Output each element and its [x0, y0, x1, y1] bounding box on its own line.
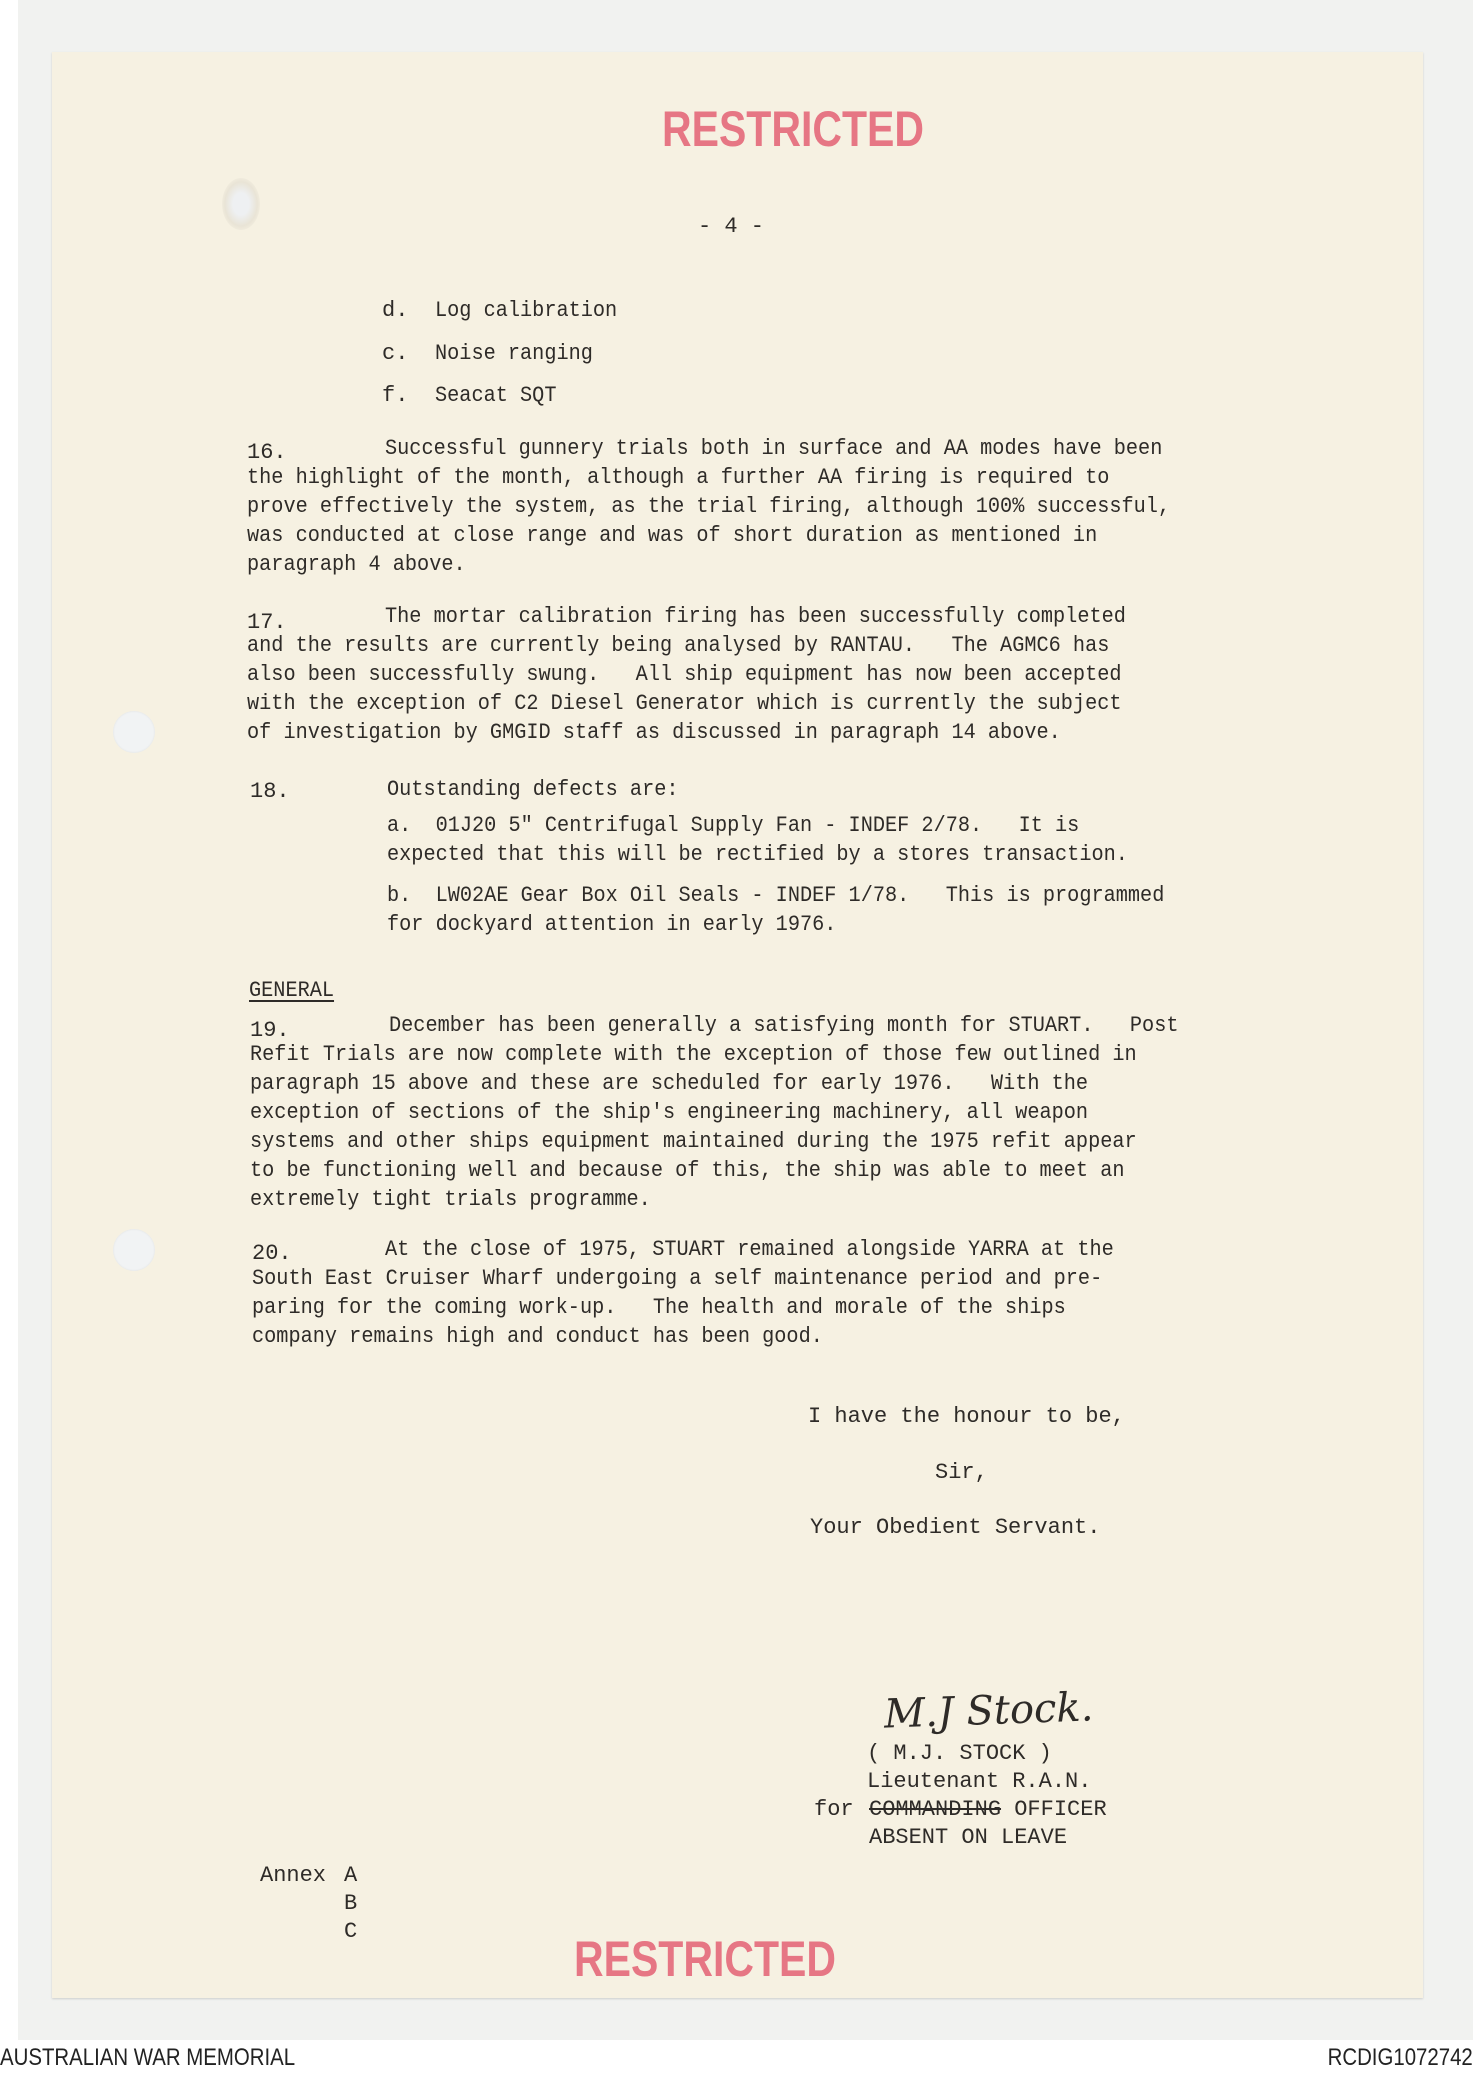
paragraph-number: 19. — [250, 1018, 290, 1043]
defect-item-line: a. 01J20 5" Centrifugal Supply Fan - INDEF 2/78. It is — [387, 813, 1080, 838]
paragraph-line: also been successfully swung. All ship equipment has now been accepted — [247, 662, 1122, 687]
punch-hole-upper — [113, 711, 155, 753]
paragraph-line: South East Cruiser Wharf undergoing a self maintenance period and pre- — [252, 1266, 1103, 1291]
absent-text: ABSENT ON LEAVE — [869, 1825, 1068, 1850]
paragraph-line: systems and other ships equipment maintained during the 1975 refit appear — [250, 1129, 1137, 1154]
typed-name: ( M.J. STOCK ) — [867, 1741, 1052, 1766]
defect-item-line: expected that this will be rectified by a stores transaction. — [387, 842, 1128, 867]
restricted-stamp-bottom: RESTRICTED — [574, 1931, 836, 1987]
paragraph-line: paragraph 4 above. — [247, 552, 466, 577]
paragraph-line: with the exception of C2 Diesel Generator which is currently the subject — [247, 691, 1122, 716]
list-item-letter: d. — [382, 298, 409, 323]
paragraph-line: paring for the coming work-up. The health and morale of the ships — [252, 1295, 1066, 1320]
paragraph-number: 20. — [252, 1241, 292, 1266]
struck-word: COMMANDING — [869, 1797, 1002, 1822]
paragraph-line: paragraph 15 above and these are scheduled for early 1976. With the — [250, 1071, 1089, 1096]
paragraph-line: the highlight of the month, although a further AA firing is required to — [247, 465, 1110, 490]
paragraph-line: company remains high and conduct has been good. — [252, 1324, 823, 1349]
restricted-stamp-top: RESTRICTED — [662, 101, 924, 157]
footer-archive-name: AUSTRALIAN WAR MEMORIAL — [0, 2044, 296, 2071]
paragraph-line: The mortar calibration firing has been successfully completed — [385, 604, 1126, 629]
list-item-text: Log calibration — [435, 298, 618, 323]
closing-line-sir: Sir, — [935, 1460, 988, 1485]
role-rest: OFFICER — [1001, 1797, 1107, 1822]
annex-item: A — [344, 1863, 358, 1888]
paragraph-line: to be functioning well and because of this, the ship was able to meet an — [250, 1158, 1125, 1183]
list-item-text: Seacat SQT — [435, 383, 557, 408]
defect-item-line: b. LW02AE Gear Box Oil Seals - INDEF 1/78. This is programmed — [387, 883, 1165, 908]
paragraph-line: At the close of 1975, STUART remained alongside YARRA at the — [385, 1237, 1114, 1262]
list-item-letter: c. — [382, 341, 409, 366]
handwritten-signature: M.J Stock. — [883, 1684, 1095, 1738]
punch-hole-lower — [113, 1229, 155, 1271]
paragraph-line: Refit Trials are now complete with the exception of those few outlined in — [250, 1042, 1137, 1067]
paragraph-line: prove effectively the system, as the trial firing, although 100% successful, — [247, 494, 1171, 519]
paper-tear-mark — [222, 178, 260, 230]
for-label: for — [814, 1797, 854, 1822]
closing-line-honour: I have the honour to be, — [808, 1404, 1125, 1429]
footer-record-id: RCDIG1072742 — [1327, 2044, 1473, 2071]
paragraph-line: extremely tight trials programme. — [250, 1187, 651, 1212]
list-item-letter: f. — [382, 383, 409, 408]
page-number: - 4 - — [698, 214, 765, 239]
annex-item: C — [344, 1919, 358, 1944]
paragraph-line: and the results are currently being analysed by RANTAU. The AGMC6 has — [247, 633, 1110, 658]
paragraph-line: exception of sections of the ship's engineering machinery, all weapon — [250, 1100, 1089, 1125]
paragraph-number: 18. — [250, 779, 290, 804]
list-item-text: Noise ranging — [435, 341, 593, 366]
paragraph-number: 16. — [247, 440, 287, 465]
absent-on-leave — [869, 1823, 1067, 1852]
annex-label: Annex — [260, 1863, 327, 1888]
paragraph-number: 17. — [247, 610, 287, 635]
paragraph-line: Successful gunnery trials both in surface and AA modes have been — [385, 436, 1163, 461]
section-heading-general: GENERAL — [249, 978, 335, 1003]
defects-intro: Outstanding defects are: — [387, 777, 679, 802]
paragraph-line: of investigation by GMGID staff as discussed in paragraph 14 above. — [247, 720, 1061, 745]
officer-role — [869, 1795, 1107, 1824]
closing-line-servant: Your Obedient Servant. — [810, 1515, 1101, 1540]
officer-rank: Lieutenant R.A.N. — [867, 1769, 1092, 1794]
annex-item: B — [344, 1891, 358, 1916]
defect-item-line: for dockyard attention in early 1976. — [387, 912, 837, 937]
paragraph-line: was conducted at close range and was of short duration as mentioned in — [247, 523, 1098, 548]
paragraph-line: December has been generally a satisfying month for STUART. Post — [389, 1013, 1179, 1038]
